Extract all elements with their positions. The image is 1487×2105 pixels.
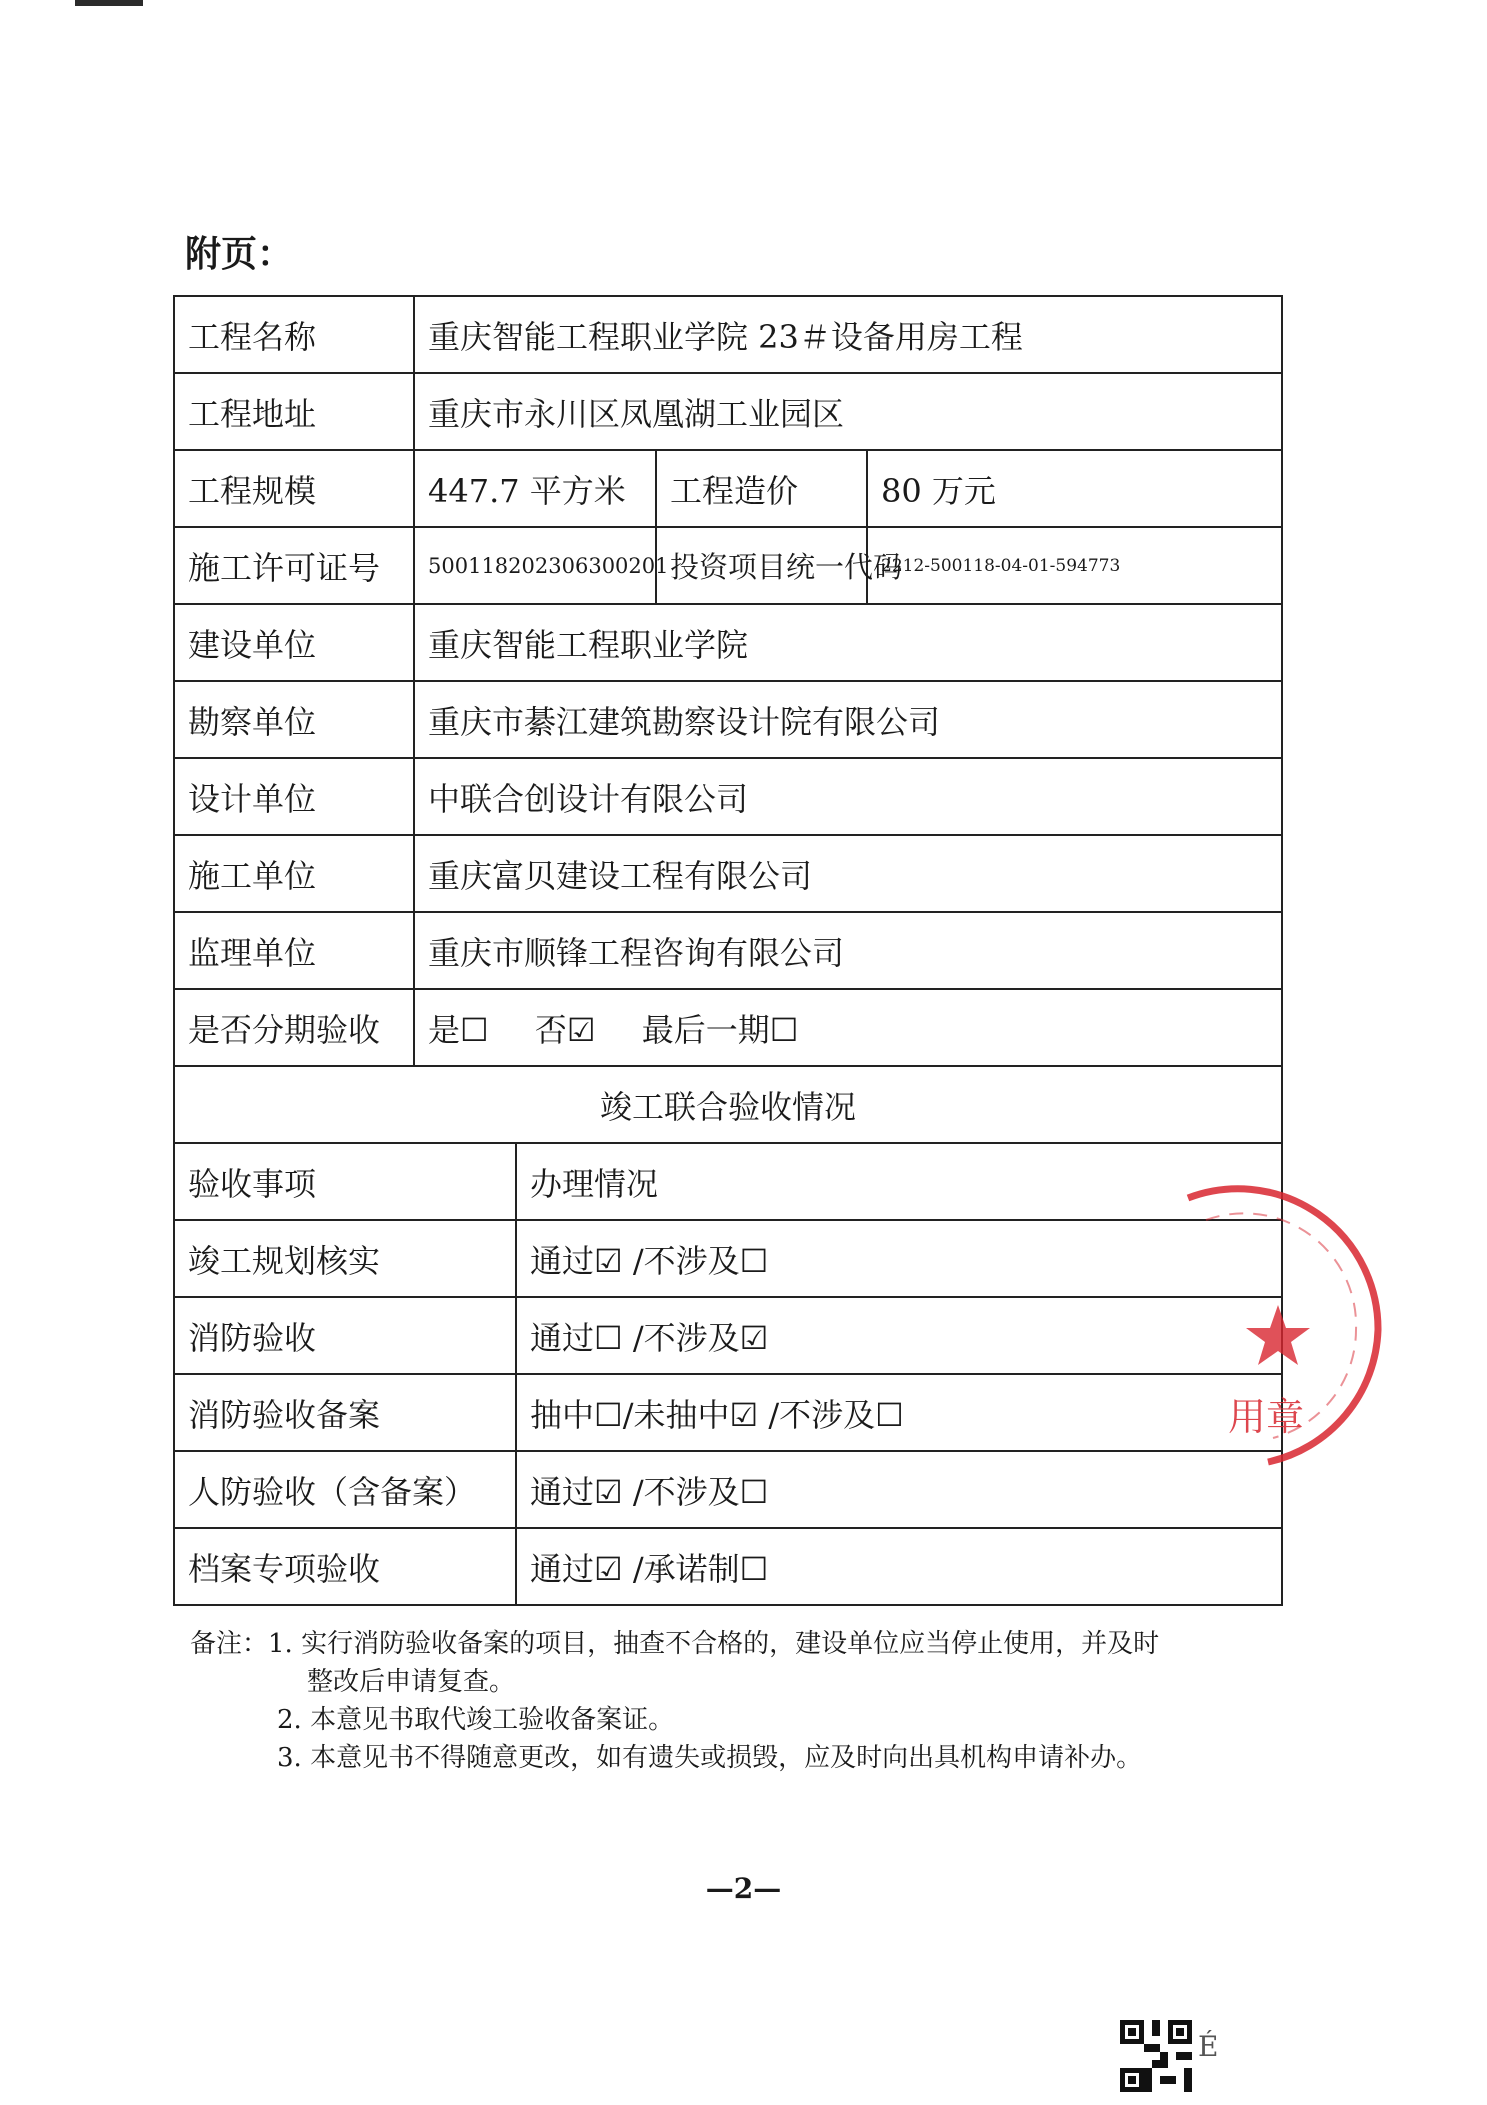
note-line-1: 备注：1. 实行消防验收备案的项目，抽查不合格的，建设单位应当停止使用，并及时 <box>190 1629 1160 1659</box>
acceptance-row <box>174 1374 1282 1451</box>
project-info-table <box>173 295 1283 1606</box>
construct-value: 重庆富贝建设工程有限公司 <box>414 835 1282 912</box>
row-section-title <box>174 1066 1282 1143</box>
survey-value: 重庆市綦江建筑勘察设计院有限公司 <box>414 681 1282 758</box>
project-address-value: 重庆市永川区凤凰湖工业园区 <box>414 373 1282 450</box>
acceptance-row <box>174 1220 1282 1297</box>
project-name-label: 工程名称 <box>174 296 414 373</box>
note-line-1-continued: 整改后申请复查。 <box>307 1667 516 1697</box>
row-acceptance-header <box>174 1143 1282 1220</box>
project-address-label: 工程地址 <box>174 373 414 450</box>
phased-last-checkbox: 最后一期☐ <box>641 1010 799 1049</box>
acceptance-item: 消防验收备案 <box>174 1374 516 1451</box>
remarks <box>190 1625 1290 1777</box>
scan-corner-mark <box>75 0 143 6</box>
project-cost-label: 工程造价 <box>656 450 867 527</box>
design-value: 中联合创设计有限公司 <box>414 758 1282 835</box>
project-scale-label: 工程规模 <box>174 450 414 527</box>
construct-label: 施工单位 <box>174 835 414 912</box>
page-heading: 附页： <box>185 234 294 275</box>
page-number: —2— <box>705 1872 782 1905</box>
row-permit <box>174 527 1282 604</box>
acceptance-status: 抽中☐/未抽中☑ /不涉及☐ <box>516 1374 1282 1451</box>
acceptance-status: 通过☐ /不涉及☑ <box>516 1297 1282 1374</box>
row-project-scale <box>174 450 1282 527</box>
stamp-text: 用章 <box>1228 1395 1305 1439</box>
builder-label: 建设单位 <box>174 604 414 681</box>
qr-code-icon <box>1120 2020 1192 2092</box>
survey-label: 勘察单位 <box>174 681 414 758</box>
row-survey <box>174 681 1282 758</box>
acceptance-status: 通过☑ /承诺制☐ <box>516 1528 1282 1605</box>
row-design <box>174 758 1282 835</box>
row-supervise <box>174 912 1282 989</box>
phased-yes-checkbox: 是☐ <box>428 1010 489 1049</box>
row-phased <box>174 989 1282 1066</box>
acceptance-item: 竣工规划核实 <box>174 1220 516 1297</box>
project-name-value: 重庆智能工程职业学院 23＃设备用房工程 <box>414 296 1282 373</box>
phased-no-checkbox: 否☑ <box>534 1010 596 1049</box>
permit-label: 施工许可证号 <box>174 527 414 604</box>
note-line-2: 2. 本意见书取代竣工验收备案证。 <box>277 1705 675 1735</box>
acceptance-row <box>174 1451 1282 1528</box>
acceptance-row <box>174 1528 1282 1605</box>
acceptance-row <box>174 1297 1282 1374</box>
permit-value: 500118202306300201 <box>414 527 656 604</box>
supervise-value: 重庆市顺锋工程咨询有限公司 <box>414 912 1282 989</box>
design-label: 设计单位 <box>174 758 414 835</box>
invest-code-label: 投资项目统一代码 <box>656 527 867 604</box>
acceptance-item: 档案专项验收 <box>174 1528 516 1605</box>
acceptance-section-title: 竣工联合验收情况 <box>174 1066 1282 1143</box>
acceptance-item: 人防验收（含备案） <box>174 1451 516 1528</box>
acceptance-status-header: 办理情况 <box>516 1143 1282 1220</box>
acceptance-item: 消防验收 <box>174 1297 516 1374</box>
acceptance-status: 通过☑ /不涉及☐ <box>516 1451 1282 1528</box>
phased-options <box>414 989 1282 1066</box>
official-seal-stamp <box>1168 1190 1398 1470</box>
qr-side-mark: É <box>1198 2030 1219 2063</box>
row-project-address <box>174 373 1282 450</box>
supervise-label: 监理单位 <box>174 912 414 989</box>
acceptance-item-header: 验收事项 <box>174 1143 516 1220</box>
acceptance-status: 通过☑ /不涉及☐ <box>516 1220 1282 1297</box>
builder-value: 重庆智能工程职业学院 <box>414 604 1282 681</box>
project-scale-value: 447.7 平方米 <box>414 450 656 527</box>
invest-code-value: 2212-500118-04-01-594773 <box>867 527 1282 604</box>
phased-label: 是否分期验收 <box>174 989 414 1066</box>
row-builder <box>174 604 1282 681</box>
project-cost-value: 80 万元 <box>867 450 1282 527</box>
row-construct <box>174 835 1282 912</box>
note-line-3: 3. 本意见书不得随意更改，如有遗失或损毁，应及时向出具机构申请补办。 <box>277 1743 1143 1773</box>
row-project-name <box>174 296 1282 373</box>
